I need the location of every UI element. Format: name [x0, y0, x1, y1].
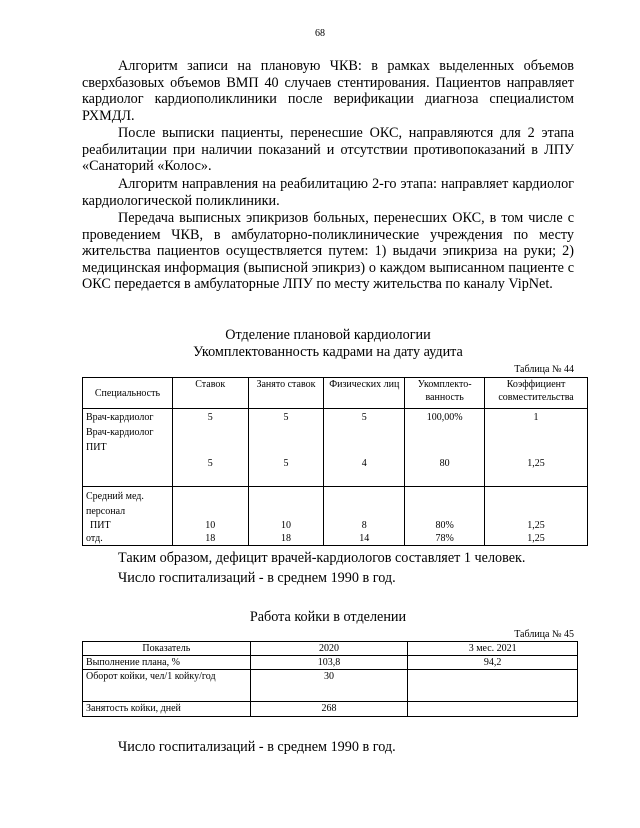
- table-header-row: [83, 378, 588, 409]
- value: 10: [280, 520, 291, 531]
- table-row: [83, 487, 588, 546]
- rates-cell: [172, 487, 248, 546]
- value-2020: 268: [250, 702, 408, 717]
- section1-title: Отделение плановой кардиологии: [225, 327, 431, 343]
- paragraph-4: Передача выписных эпикризов больных, перенесших ОКС, в том числе с проведением ЧКВ, в амбулаторно-поликлинические учреждения по месту жительства пациентов осуществляется путем: 1) выдачи эпикриза на руки; 2) медицинская информация (выписной эпикриз) о каждом выписанном пациенте с ОКС передается в амбулаторные ЛПУ по месту жительства по каналу VipNet.: [82, 210, 574, 293]
- header-2020: 2020: [250, 642, 408, 656]
- occupied-cell: [248, 409, 324, 487]
- bed-work-table: [82, 641, 578, 717]
- header-occupied: Занято ставок: [248, 378, 324, 409]
- specialty-line: отд.: [86, 533, 103, 544]
- value: 5: [207, 412, 213, 423]
- final-hospitalization-line: Число госпитализаций - в среднем 1990 в год.: [118, 739, 396, 755]
- deficit-summary: Таким образом, дефицит врачей-кардиологов составляет 1 человек.: [118, 550, 526, 566]
- persons-cell: [324, 487, 405, 546]
- coefficient-cell: [485, 487, 588, 546]
- specialty-line: Врач-кардиолог: [86, 427, 154, 438]
- specialty-line: Средний мед. персонал: [86, 491, 144, 517]
- header-persons: Физических лиц: [324, 378, 405, 409]
- table-row: [83, 656, 578, 670]
- value: 80: [439, 458, 450, 469]
- staffing-cell: [405, 487, 485, 546]
- staffing-cell: [405, 409, 485, 487]
- paragraph-2: После выписки пациенты, перенесшие ОКС, направляются для 2 этапа реабилитации при наличии показаний и отсутствии противопоказаний в ЛПУ «Санаторий «Колос».: [82, 125, 574, 175]
- table44-label: Таблица № 44: [514, 364, 574, 375]
- staffing-table: [82, 377, 588, 546]
- table-row: [83, 670, 578, 702]
- value: 1,25: [527, 533, 545, 544]
- rates-cell: [172, 409, 248, 487]
- table45-label: Таблица № 45: [514, 629, 574, 640]
- value: 10: [205, 520, 216, 531]
- value: 1: [533, 412, 539, 423]
- specialty-line: ПИТ: [86, 442, 107, 453]
- value: 4: [361, 458, 367, 469]
- table-row: [83, 409, 588, 487]
- value: 8: [361, 520, 367, 531]
- occupied-cell: [248, 487, 324, 546]
- specialty-cell: [83, 409, 173, 487]
- value: 5: [283, 458, 289, 469]
- coefficient-cell: [485, 409, 588, 487]
- value-2020: 30: [250, 670, 408, 702]
- value: 78%: [435, 533, 454, 544]
- indicator-label: Занятость койки, дней: [83, 702, 251, 717]
- table-header-row: [83, 642, 578, 656]
- value: 14: [359, 533, 370, 544]
- value-2021: [408, 670, 578, 702]
- header-coefficient: Коэффициент совместительства: [485, 378, 588, 409]
- persons-cell: [324, 409, 405, 487]
- value: 1,25: [527, 520, 545, 531]
- section1-subtitle: Укомплектованность кадрами на дату аудита: [193, 344, 463, 360]
- paragraph-3: Алгоритм направления на реабилитацию 2-го этапа: направляет кардиолог кардиологической поликлиники.: [82, 176, 574, 209]
- page-number: 68: [315, 28, 325, 39]
- value: 80%: [435, 520, 454, 531]
- section2-title: Работа койки в отделении: [249, 609, 407, 625]
- header-staffing: Укомплекто-ванность: [405, 378, 485, 409]
- paragraph-1: Алгоритм записи на плановую ЧКВ: в рамках выделенных объемов сверхбазовых объемов ВМП 40 случаев стентирования. Пациентов направляет кардиолог кардиополиклиники после верификации диагноза специалистом РХМДЛ.: [82, 58, 574, 124]
- value-2021: 94,2: [408, 656, 578, 670]
- table-row: [83, 702, 578, 717]
- header-2021: 3 мес. 2021: [408, 642, 578, 656]
- specialty-line: Врач-кардиолог: [86, 412, 154, 423]
- hospitalization-summary: Число госпитализаций - в среднем 1990 в год.: [118, 570, 396, 586]
- indicator-label: Оборот койки, чел/1 койку/год: [83, 670, 251, 702]
- value: 18: [205, 533, 216, 544]
- specialty-line: ПИТ: [90, 520, 111, 531]
- value-2021: [408, 702, 578, 717]
- value: 5: [283, 412, 289, 423]
- header-rates: Ставок: [172, 378, 248, 409]
- header-indicator: Показатель: [83, 642, 251, 656]
- value: 18: [280, 533, 291, 544]
- specialty-cell: [83, 487, 173, 546]
- value: 100,00%: [426, 412, 463, 423]
- value-2020: 103,8: [250, 656, 408, 670]
- value: 5: [207, 458, 213, 469]
- value: 5: [361, 412, 367, 423]
- header-specialty: Специальность: [83, 378, 173, 409]
- indicator-label: Выполнение плана, %: [83, 656, 251, 670]
- value: 1,25: [527, 458, 545, 469]
